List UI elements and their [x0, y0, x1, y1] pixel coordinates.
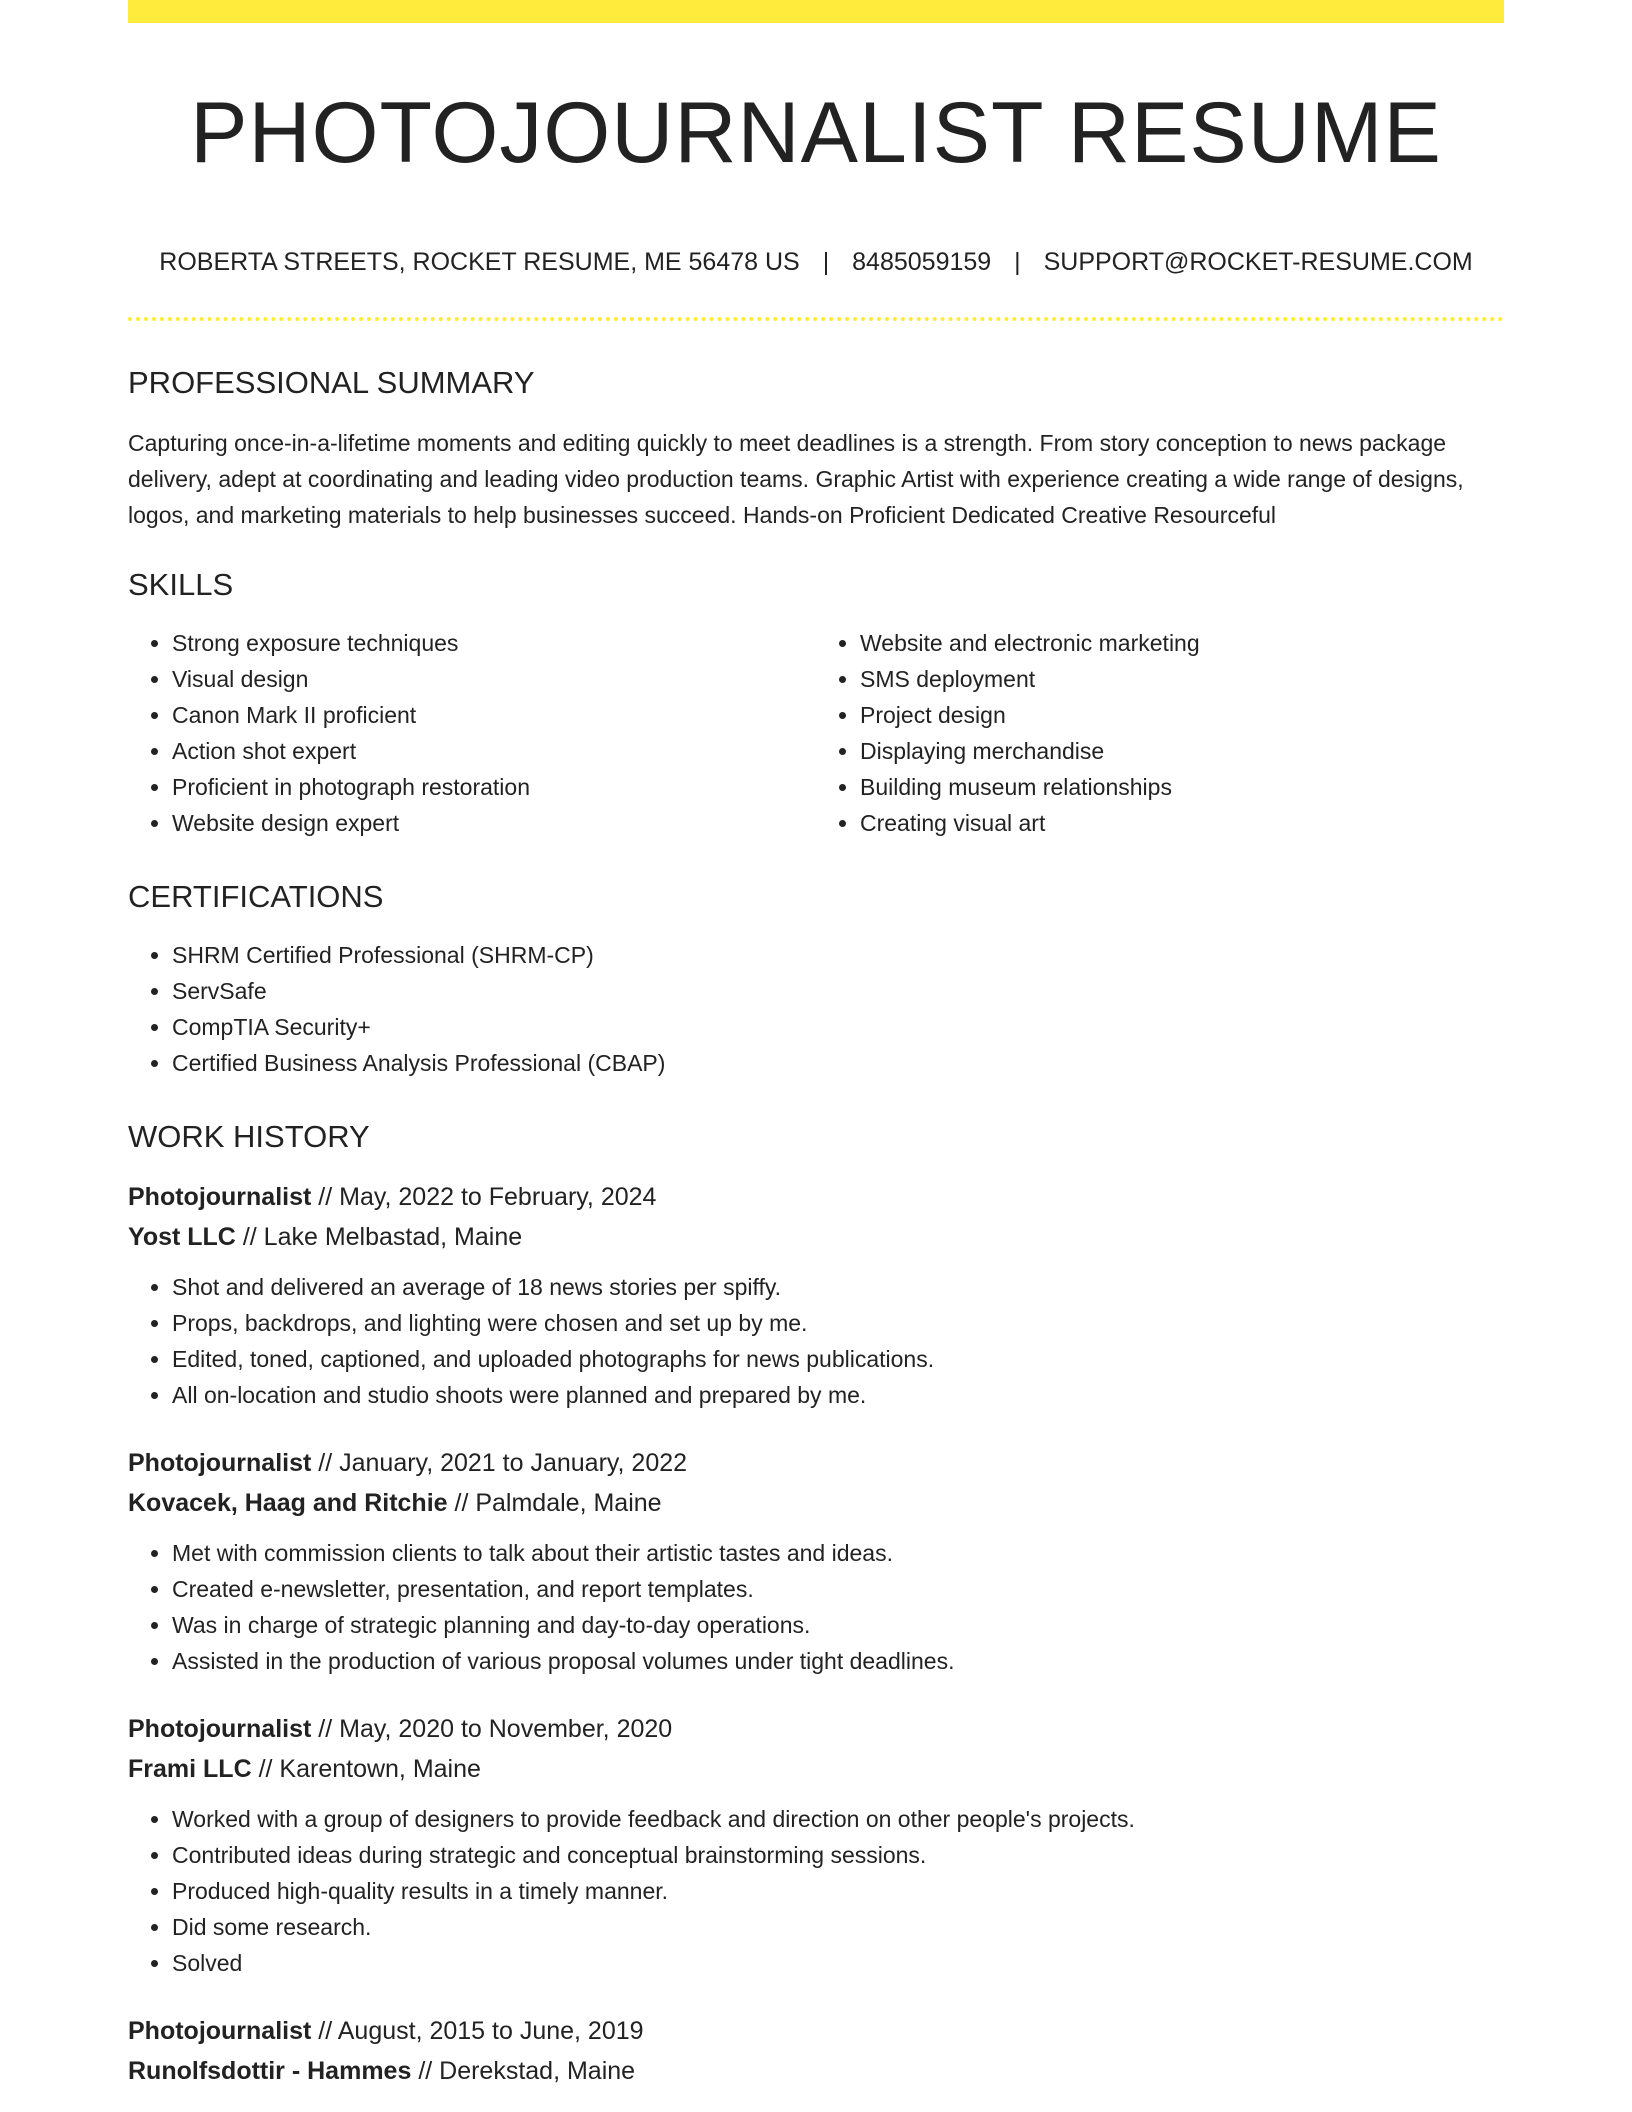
job-bullet: • Produced high-quality results in a timely manner.	[172, 1873, 1504, 1909]
skill-item: • Project design	[860, 697, 1504, 733]
job-bullet: • Did some research.	[172, 1909, 1504, 1945]
skill-item: • Website and electronic marketing	[860, 625, 1504, 661]
contact-separator: |	[822, 248, 830, 276]
skill-item: • Displaying merchandise	[860, 733, 1504, 769]
certification-item: • ServSafe	[172, 973, 1504, 1009]
job-title-line	[128, 1443, 1504, 1483]
job-title: Photojournalist	[128, 1449, 312, 1477]
summary-heading: PROFESSIONAL SUMMARY	[128, 365, 535, 400]
skills-column-right	[816, 603, 1504, 841]
job-company: Frami LLC	[128, 1755, 252, 1783]
job-location: // Derekstad, Maine	[418, 2057, 636, 2085]
job-company: Kovacek, Haag and Ritchie	[128, 1489, 448, 1517]
skill-item: • Action shot expert	[172, 733, 816, 769]
job-dates: // May, 2022 to February, 2024	[318, 1183, 657, 1211]
job-bullet: • Worked with a group of designers to provide feedback and direction on other people's projects.	[172, 1801, 1504, 1837]
job-bullets	[128, 1269, 1504, 1413]
contact-separator: |	[1014, 248, 1021, 276]
job-title: Photojournalist	[128, 1715, 312, 1743]
job-location: // Karentown, Maine	[258, 1755, 481, 1783]
job-bullet: • Was in charge of strategic planning and day-to-day operations.	[172, 1607, 1504, 1643]
certification-item: • SHRM Certified Professional (SHRM-CP)	[172, 937, 1504, 973]
job-company-line	[128, 1217, 1504, 1257]
job-bullet: • Met with commission clients to talk about their artistic tastes and ideas.	[172, 1535, 1504, 1571]
document-title: PHOTOJOURNALIST RESUME	[190, 85, 1442, 181]
skills-heading: SKILLS	[128, 567, 234, 602]
skill-item: • SMS deployment	[860, 661, 1504, 697]
certification-item: • Certified Business Analysis Professional (CBAP)	[172, 1045, 1504, 1081]
skills-list-right	[816, 625, 1504, 841]
summary-text: Capturing once-in-a-lifetime moments and editing quickly to meet deadlines is a strength. From story conception to news package delivery, adept at coordinating and leading video production teams. Graphic Artist with experience creating a wide range of designs, logos, and marketing materials to help businesses succeed. Hands-on Proficient Dedicated Creative Resourceful	[128, 430, 1464, 528]
dotted-divider	[128, 317, 1504, 321]
contact-phone: 8485059159	[852, 248, 992, 276]
job-title-line	[128, 1709, 1504, 1749]
job-bullet: • Shot and delivered an average of 18 news stories per spiffy.	[172, 1269, 1504, 1305]
job-entry	[128, 1443, 1504, 1679]
job-title-line	[128, 1177, 1504, 1217]
job-title: Photojournalist	[128, 1183, 312, 1211]
job-bullet: • Edited, toned, captioned, and uploaded photographs for news publications.	[172, 1341, 1504, 1377]
job-title: Photojournalist	[128, 2017, 312, 2045]
contact-line	[128, 247, 1504, 277]
skills-grid	[128, 603, 1504, 841]
skill-item: • Canon Mark II proficient	[172, 697, 816, 733]
skill-item: • Strong exposure techniques	[172, 625, 816, 661]
skills-column-left	[128, 603, 816, 841]
job-location: // Lake Melbastad, Maine	[242, 1223, 523, 1251]
certifications-heading: CERTIFICATIONS	[128, 879, 384, 914]
job-company: Yost LLC	[128, 1223, 236, 1251]
skill-item: • Proficient in photograph restoration	[172, 769, 816, 805]
job-bullets	[128, 1535, 1504, 1679]
skill-item: • Building museum relationships	[860, 769, 1504, 805]
job-entry	[128, 1177, 1504, 1413]
job-bullets	[128, 1801, 1504, 1981]
job-entry	[128, 1709, 1504, 1981]
job-bullet: • Solved	[172, 1945, 1504, 1981]
skills-list-left	[128, 625, 816, 841]
job-entry	[128, 2011, 1504, 2091]
job-bullet: • Assisted in the production of various proposal volumes under tight deadlines.	[172, 1643, 1504, 1679]
job-bullet: • Props, backdrops, and lighting were chosen and set up by me.	[172, 1305, 1504, 1341]
job-company-line	[128, 1749, 1504, 1789]
job-bullet: • Contributed ideas during strategic and conceptual brainstorming sessions.	[172, 1837, 1504, 1873]
job-company: Runolfsdottir - Hammes	[128, 2057, 412, 2085]
skill-item: • Creating visual art	[860, 805, 1504, 841]
accent-top-bar	[128, 0, 1504, 23]
job-dates: // May, 2020 to November, 2020	[318, 1715, 673, 1743]
job-company-line	[128, 2051, 1504, 2091]
certifications-list	[128, 937, 1504, 1081]
work-history-list	[128, 1177, 1504, 2091]
job-company-line	[128, 1483, 1504, 1523]
skill-item: • Website design expert	[172, 805, 816, 841]
job-bullet: • Created e-newsletter, presentation, and report templates.	[172, 1571, 1504, 1607]
contact-address: ROBERTA STREETS, ROCKET RESUME, ME 56478 US	[159, 248, 800, 276]
work-history-heading: WORK HISTORY	[128, 1119, 370, 1154]
job-title-line	[128, 2011, 1504, 2051]
certification-item: • CompTIA Security+	[172, 1009, 1504, 1045]
contact-email: SUPPORT@ROCKET-RESUME.COM	[1043, 248, 1473, 276]
job-dates: // August, 2015 to June, 2019	[318, 2017, 644, 2045]
job-dates: // January, 2021 to January, 2022	[318, 1449, 688, 1477]
resume-page	[128, 0, 1504, 2091]
job-location: // Palmdale, Maine	[454, 1489, 662, 1517]
job-bullet: • All on-location and studio shoots were planned and prepared by me.	[172, 1377, 1504, 1413]
skill-item: • Visual design	[172, 661, 816, 697]
